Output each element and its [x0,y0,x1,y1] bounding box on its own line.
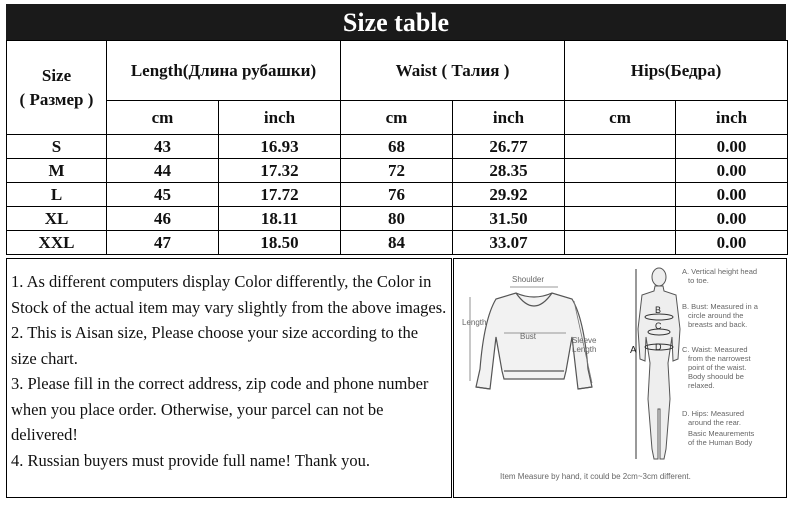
measure-footer: Item Measure by hand, it could be 2cm~3cm different. [500,472,691,481]
note-d-line: of the Human Body [688,438,753,447]
header-waist: Waist ( Талия ) [341,41,565,101]
table-cell: 16.93 [219,135,341,159]
note-d-line: D. Hips: Measured [682,409,745,418]
unit-cell: cm [341,101,453,135]
unit-cell: cm [107,101,219,135]
note-item: 2. This is Aisan size, Please choose your size according to the size chart. [11,323,419,368]
table-cell: 45 [107,183,219,207]
sleeve-length-label: Length [572,345,597,354]
table-cell: 0.00 [676,183,788,207]
header-length: Length(Длина рубашки) [107,41,341,101]
note-a-line: to toe. [688,276,709,285]
table-cell [565,231,676,255]
body-figure [638,268,680,459]
header-hips: Hips(Бедра) [565,41,788,101]
bust-label: Bust [520,332,537,341]
table-cell: 18.50 [219,231,341,255]
notes-box [6,258,452,498]
unit-cell: inch [676,101,788,135]
table-cell [565,135,676,159]
table-cell: 68 [341,135,453,159]
header-size-label-ru: ( Размер ) [19,89,94,109]
letter-c: C [655,321,662,331]
size-cell: S [7,135,107,159]
table-row [7,183,788,207]
size-cell: L [7,183,107,207]
table-row [7,207,788,231]
table-cell: 0.00 [676,135,788,159]
note-b-line: B. Bust: Measured in a [682,302,758,311]
table-cell: 33.07 [453,231,565,255]
table-cell: 80 [341,207,453,231]
size-table [6,40,788,255]
measurement-illustration [454,259,786,497]
table-cell: 17.32 [219,159,341,183]
note-a-line: A. Vertical height head [682,267,758,276]
table-cell: 17.72 [219,183,341,207]
letter-b: B [655,305,662,315]
table-row [7,231,788,255]
letter-a: A [630,345,637,356]
header-size-label: Size [41,65,72,85]
unit-cell: inch [219,101,341,135]
table-cell: 26.77 [453,135,565,159]
table-cell: 0.00 [676,207,788,231]
shoulder-label: Shoulder [512,275,545,284]
table-cell: 29.92 [453,183,565,207]
unit-cell: inch [453,101,565,135]
note-item: 4. Russian buyers must provide full name! Thank you. [11,450,370,470]
size-cell: XXL [7,231,107,255]
note-d-line: around the rear. [688,418,741,427]
table-cell: 31.50 [453,207,565,231]
table-cell: 46 [107,207,219,231]
table-header-row [7,41,788,101]
letter-d: D [655,342,662,352]
table-cell: 18.11 [219,207,341,231]
size-cell: M [7,159,107,183]
note-b-line: breasts and back. [688,320,748,329]
measurement-diagram [453,258,787,498]
length-label: Length [462,318,487,327]
table-row [7,159,788,183]
table-row [7,135,788,159]
table-cell: 72 [341,159,453,183]
header-size [7,41,107,135]
note-item: 1. As different computers display Color differently, the Color in Stock of the actual item may vary slightly from the above images. [11,272,447,317]
note-c-line: point of the waist. [688,363,747,372]
table-cell [565,183,676,207]
table-cell: 0.00 [676,231,788,255]
note-b-line: circle around the [688,311,744,320]
note-d-line: Basic Meaurements [688,429,755,438]
size-table-title: Size table [6,4,786,40]
table-cell: 76 [341,183,453,207]
sleeve-label: Sleeve [572,336,597,345]
size-cell: XL [7,207,107,231]
table-cell: 43 [107,135,219,159]
table-cell: 0.00 [676,159,788,183]
unit-cell: cm [565,101,676,135]
table-cell: 84 [341,231,453,255]
note-c-line: Body shoould be [688,372,744,381]
note-c-line: from the narrowest [688,354,751,363]
table-cell [565,207,676,231]
table-cell [565,159,676,183]
note-item: 3. Please fill in the correct address, zip code and phone number when you place order. Otherwise, your parcel can not be delivered! [11,374,429,444]
table-unit-row [7,101,788,135]
table-cell: 47 [107,231,219,255]
note-c-line: C. Waist: Measured [682,345,748,354]
table-cell: 44 [107,159,219,183]
table-cell: 28.35 [453,159,565,183]
note-c-line: relaxed. [688,381,715,390]
